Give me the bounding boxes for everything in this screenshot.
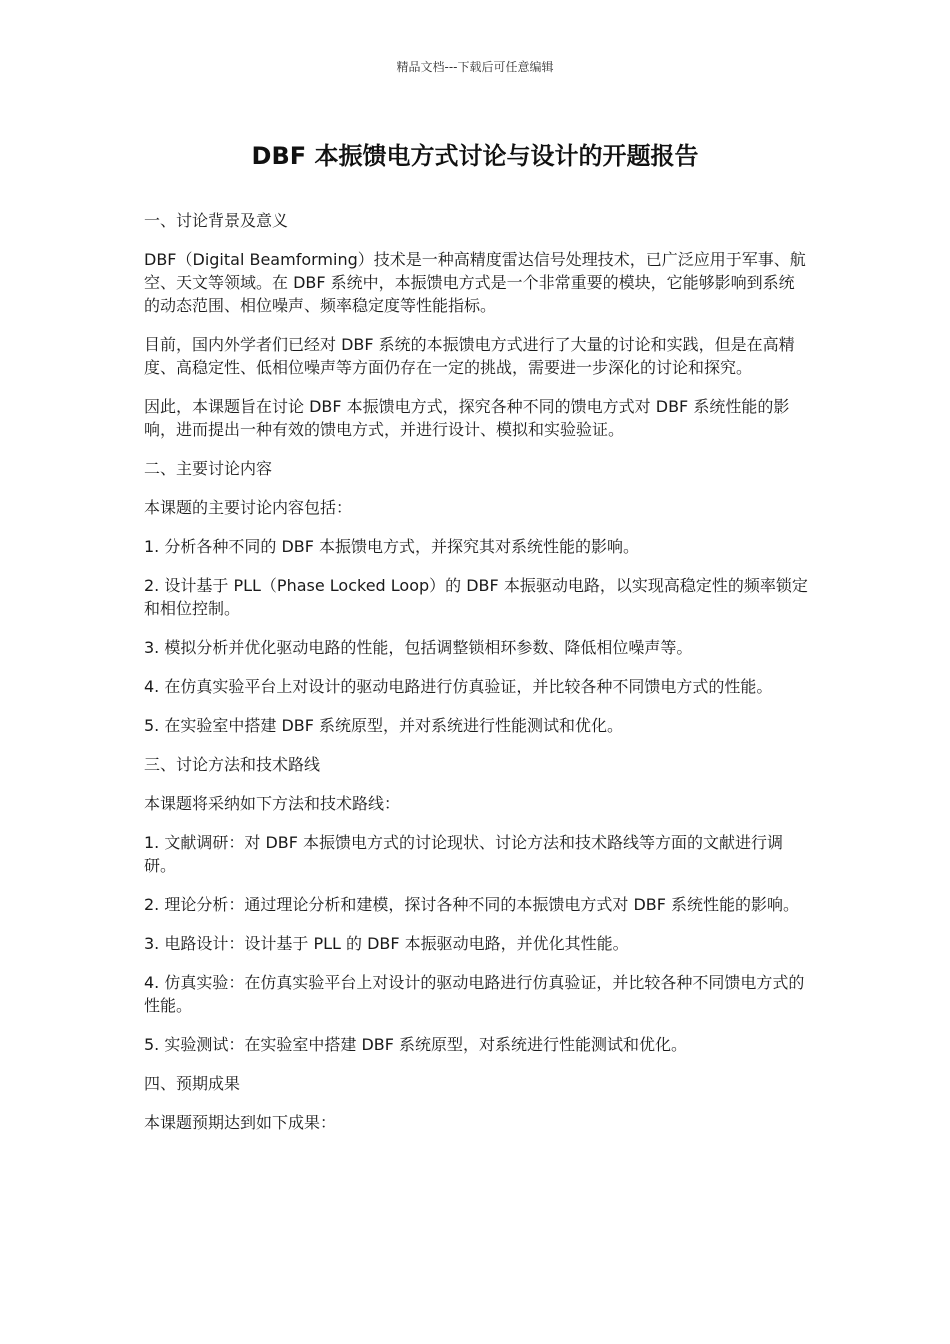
list-item: 4. 在仿真实验平台上对设计的驱动电路进行仿真验证，并比较各种不同馈电方式的性能。 (144, 677, 773, 696)
section-heading: 一、讨论背景及意义 (144, 211, 289, 230)
paragraph: DBF（Digital Beamforming）技术是一种高精度雷达信号处理技术，已广泛应用于军事、航空、天文等领域。在 DBF 系统中，本振馈电方式是一个非常重要的模块，它能够影响到系统的动态范围、相位噪声、频率稳定度等性能指标。 (144, 250, 806, 315)
list-item: 2. 设计基于 PLL（Phase Locked Loop）的 DBF 本振驱动电路，以实现高稳定性的频率锁定和相位控制。 (144, 576, 808, 618)
document-title: DBF 本振馈电方式讨论与设计的开题报告 (251, 142, 699, 170)
paragraph: 目前，国内外学者们已经对 DBF 系统的本振馈电方式进行了大量的讨论和实践，但是在高精度、高稳定性、低相位噪声等方面仍存在一定的挑战，需要进一步深化的讨论和探究。 (144, 335, 795, 377)
paragraph: 因此，本课题旨在讨论 DBF 本振馈电方式，探究各种不同的馈电方式对 DBF 系统性能的影响，进而提出一种有效的馈电方式，并进行设计、模拟和实验验证。 (144, 397, 790, 439)
list-item: 5. 在实验室中搭建 DBF 系统原型，并对系统进行性能测试和优化。 (144, 716, 624, 735)
section-heading: 二、主要讨论内容 (144, 459, 273, 478)
document-body (144, 209, 810, 1150)
list-item: 2. 理论分析：通过理论分析和建模，探讨各种不同的本振馈电方式对 DBF 系统性能的影响。 (144, 895, 800, 914)
section-heading: 三、讨论方法和技术路线 (144, 755, 321, 774)
list-item: 1. 分析各种不同的 DBF 本振馈电方式，并探究其对系统性能的影响。 (144, 537, 640, 556)
list-item: 5. 实验测试：在实验室中搭建 DBF 系统原型，对系统进行性能测试和优化。 (144, 1035, 688, 1054)
paragraph: 本课题将采纳如下方法和技术路线： (144, 794, 401, 813)
section-heading: 四、预期成果 (144, 1074, 241, 1093)
list-item: 3. 模拟分析并优化驱动电路的性能，包括调整锁相环参数、降低相位噪声等。 (144, 638, 693, 657)
paragraph: 本课题预期达到如下成果： (144, 1113, 337, 1132)
document-header-note: 精品文档---下载后可任意编辑 (396, 60, 554, 74)
list-item: 3. 电路设计：设计基于 PLL 的 DBF 本振驱动电路，并优化其性能。 (144, 934, 629, 953)
list-item: 4. 仿真实验：在仿真实验平台上对设计的驱动电路进行仿真验证，并比较各种不同馈电方式的性能。 (144, 973, 805, 1015)
paragraph: 本课题的主要讨论内容包括： (144, 498, 353, 517)
list-item: 1. 文献调研：对 DBF 本振馈电方式的讨论现状、讨论方法和技术路线等方面的文献进行调研。 (144, 833, 784, 875)
